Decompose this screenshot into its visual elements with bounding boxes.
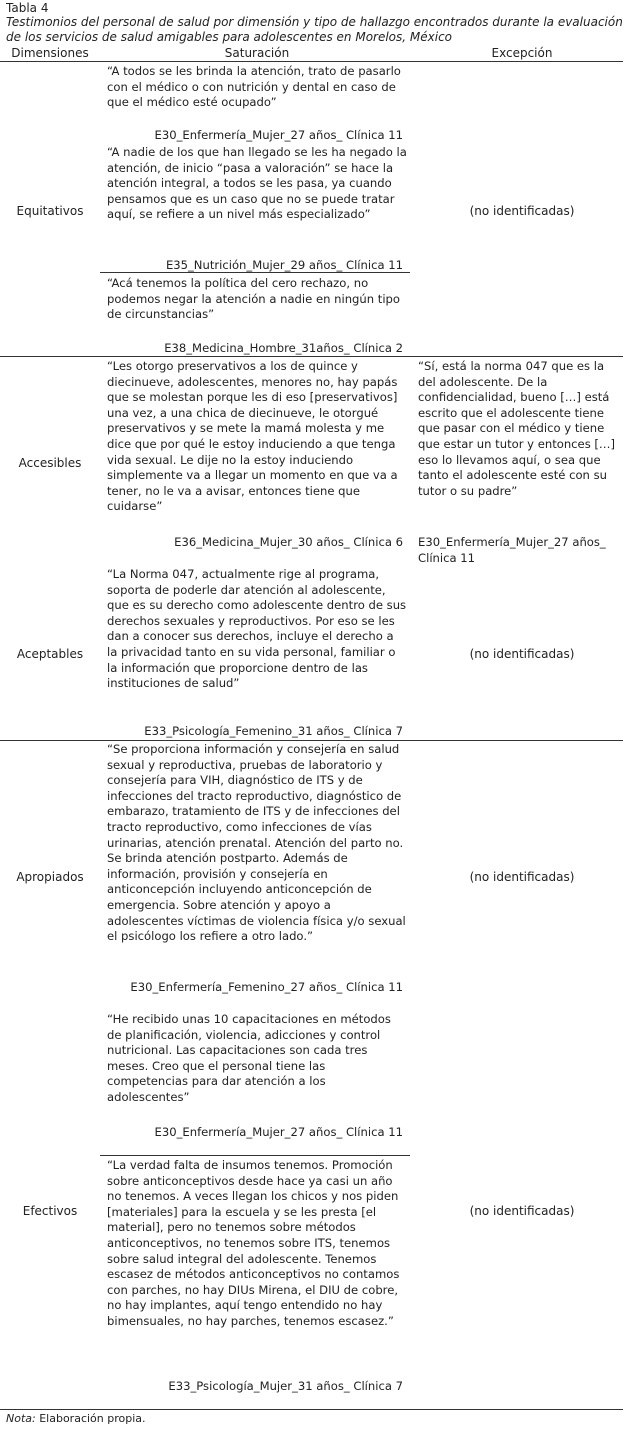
quote-text: “He recibido unas 10 capacitaciones en métodos de planificación, violencia, adicciones y control nutricional. Las capacitaciones son cada tres meses. Creo que el personal tiene las competencias para dar atención a los adolescentes”	[107, 1012, 391, 1104]
quote-source: E33_Psicología_Femenino_31 años_ Clínica 7	[144, 724, 403, 738]
header-excepcion: Excepción	[491, 46, 553, 60]
quote-source: E30_Enfermería_Mujer_27 años_ Clínica 11	[154, 1125, 403, 1139]
quote-text: “A todos se les brinda la atención, trato de pasarlo con el médico o con nutrición y dental en caso de que el médico esté ocupado”	[107, 64, 401, 110]
dimension-efectivos: Efectivos	[22, 1204, 78, 1218]
quote-source: E38_Medicina_Hombre_31años_ Clínica 2	[164, 341, 403, 355]
exception-quote-source: E30_Enfermería_Mujer_27 años_ Clínica 11	[418, 535, 606, 565]
quote-source: E30_Enfermería_Mujer_27 años_ Clínica 11	[154, 128, 403, 142]
exception-none: (no identificadas)	[469, 647, 575, 661]
dimension-apropiados: Apropiados	[16, 870, 84, 884]
exception-none: (no identificadas)	[469, 1204, 575, 1218]
quote-divider	[100, 1155, 410, 1156]
note-label: Nota:	[6, 1412, 36, 1425]
dimension-equitativos: Equitativos	[16, 204, 84, 218]
row-rule	[0, 740, 623, 741]
table-note	[6, 1412, 146, 1426]
quote-text: “La verdad falta de insumos tenemos. Promoción sobre anticonceptivos desde hace ya casi un año no tenemos. A veces llegan los chicos y nos piden [materiales] para la escuela y se les presta [el material], pero no tenemos sobre métodos anticonceptivos, no tenemos sobre ITS, tenemos sobre salud integral del adolescente. Tenemos escasez de métodos anticonceptivos no contamos con parches, no hay DIUs Mirena, el DIU de cobre, no hay implantes, aquí tengo entendido no hay bimensuales, no hay parches, tenemos escasez.”	[107, 1158, 400, 1328]
dimension-aceptables: Aceptables	[16, 647, 84, 661]
quote-source: E33_Psicología_Mujer_31 años_ Clínica 7	[168, 1379, 403, 1393]
exception-none: (no identificadas)	[469, 204, 575, 218]
quote-text: “Se proporciona información y consejería en salud sexual y reproductiva, pruebas de laboratorio y consejería para VIH, diagnóstico de ITS y de infecciones del tracto reproductivo, diagnóstico de embarazo, tratamiento de ITS y de infecciones del tracto reproductivo, como infecciones de vías urinarias, atención prenatal. Atención del parto no. Se brinda atención postparto. Además de información, provisión y consejería en anticoncepción incluyendo anticoncepción de emergencia. Sobre atención y apoyo a adolescentes víctimas de violencia física y/o sexual el psicólogo los refiere a otro lado.”	[107, 742, 406, 944]
header-dimensiones: Dimensiones	[11, 46, 89, 60]
bottom-rule	[0, 1409, 623, 1410]
exception-none: (no identificadas)	[469, 870, 575, 884]
quote-text: “Les otorgo preservativos a los de quince y diecinueve, adolescentes, menores no, hay papás que se molestan porque les di eso [preservativos] una vez, a una chica de diecinueve, le otorgué preservativos y se mete la mamá molesta y me dice que por qué le estoy induciendo a que tenga vida sexual. Le dije no la estoy induciendo simplemente va a llegar un momento en que va a tener, no le va a avisar, entonces tiene que cuidarse”	[107, 359, 398, 514]
quote-source: E36_Medicina_Mujer_30 años_ Clínica 6	[174, 535, 403, 549]
quote-source: E30_Enfermería_Femenino_27 años_ Clínica 11	[130, 980, 403, 994]
table-label: Tabla 4	[6, 1, 49, 15]
row-rule	[0, 356, 623, 357]
quote-text: “La Norma 047, actualmente rige al programa, soporta de poderle dar atención al adolescente, que es su derecho como adolescente dentro de sus derechos sexuales y reproductivos. Por eso se les dan a conocer sus derechos, incluye el derecho a la privacidad tanto en su vida personal, familiar o la información que proporcione dentro de las instituciones de salud”	[107, 567, 407, 691]
header-rule	[0, 61, 623, 62]
quote-divider	[100, 272, 410, 273]
quote-text: “Acá tenemos la política del cero rechazo, no podemos negar la atención a nadie en ningún tipo de circunstancias”	[107, 276, 401, 322]
quote-text: “A nadie de los que han llegado se les ha negado la atención, de inicio “pasa a valoración” se hace la atención integral, a todos se les pasa, ya cuando pensamos que es un caso que no se puede tratar aquí, se refiere a un nivel más especializado”	[107, 145, 407, 222]
quote-source: E35_Nutrición_Mujer_29 años_ Clínica 11	[165, 258, 403, 272]
header-saturacion: Saturación	[224, 46, 290, 60]
dimension-accesibles: Accesibles	[18, 456, 82, 470]
note-text: Elaboración propia.	[35, 1412, 146, 1425]
table-caption: Testimonios del personal de salud por dimensión y tipo de hallazgo encontrados durante la evaluación de los servicios de salud amigables para adolescentes en Morelos, México	[6, 15, 623, 44]
exception-quote-text: “Sí, está la norma 047 que es la del adolescente. De la confidencialidad, bueno […] está escrito que el adolescente tiene que pasar con el médico y tiene que estar un tutor y entonces […] eso lo llevamos aquí, o sea que tanto el adolescente esté con su tutor o su padre”	[418, 359, 616, 498]
